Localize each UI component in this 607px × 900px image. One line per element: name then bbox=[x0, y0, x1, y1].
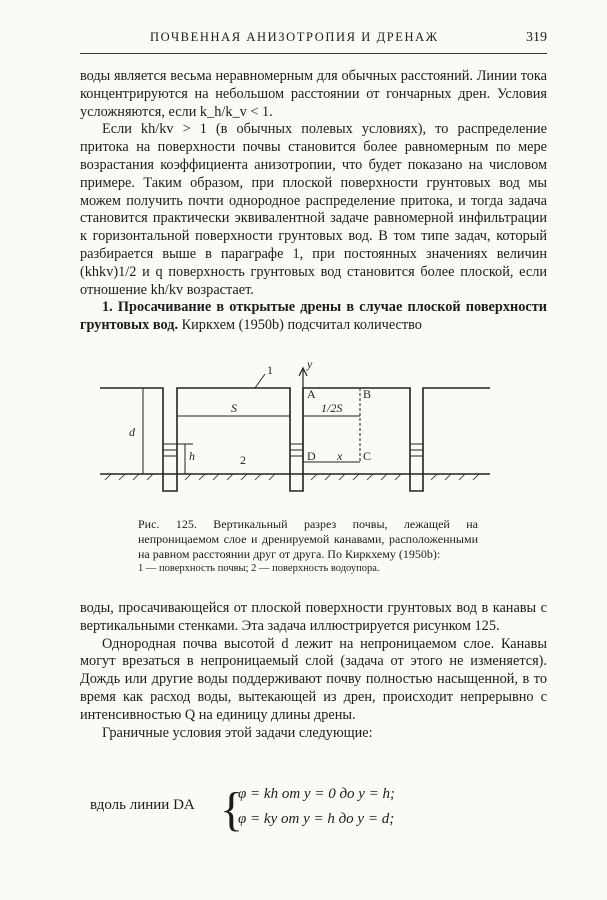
paragraph-4: Однородная почва высотой d лежит на непроницаемом слое. Канавы могут врезаться в непроницаемый слой (задача от этого не изменяется). Дождь или другие воды поддерживают почву полностью насыщенной, в то время как расход воды, вытекающей из дрен, происходит непрерывно с интенсивностью Q на единицу длины дрены. bbox=[80, 635, 547, 723]
formula-line-2: φ = ky от y = h до y = d; bbox=[238, 811, 395, 827]
text-block-top bbox=[80, 68, 547, 335]
soil-outline bbox=[100, 388, 490, 491]
paragraph-1: воды является весьма неравномерным для обычных расстояний. Линии тока концентрируются на небольшом расстоянии от гончарных дрен. Условия усложняются, если k_h/k_v < 1. bbox=[80, 68, 547, 120]
leader-1 bbox=[255, 374, 265, 388]
label-b: B bbox=[363, 387, 372, 401]
figure-125 bbox=[85, 356, 547, 506]
formula-line-1: φ = kh от y = 0 до y = h; bbox=[238, 786, 396, 802]
label-x: x bbox=[337, 449, 343, 463]
brace-icon: { bbox=[220, 783, 244, 836]
formula-lead: вдоль линии DA bbox=[90, 797, 195, 813]
label-impermeable: 2 bbox=[240, 453, 246, 467]
label-dim-d: d bbox=[129, 425, 135, 439]
paragraph-5: Граничные условия этой задачи следующие: bbox=[102, 724, 373, 741]
running-title: ПОЧВЕННАЯ АНИЗОТРОПИЯ И ДРЕНАЖ bbox=[150, 30, 439, 44]
label-d: D bbox=[307, 449, 316, 463]
paragraph-3: воды, просачивающейся от плоской поверхности грунтовых вод в канавы с вертикальными стенками. Эта задача иллюстрируется рисунком 125. bbox=[80, 600, 547, 634]
paragraph-2: Если kh/kv > 1 (в обычных полевых условиях), то распределение притока на поверхности почвы становится более равномерным по мере возрастания коэффициента анизотропии, что будет показано на числовом примере. Таким образом, при плоской поверхности грунтовых вод мы можем получить почти однородное распределение притока, и тогда задача становится практически эквивалентной задаче равномерной инфильтрации к горизонтальной поверхности грунтовых вод. В том типе задач, который разбирается выше в параграфе 1, при постоянных значениях величин (khkv)1/2 и q поверхность грунтовых вод становится более плоской, если отношение kh/kv возрастает. bbox=[80, 121, 547, 298]
label-dim-h: h bbox=[189, 449, 195, 463]
header-rule bbox=[80, 53, 547, 54]
boundary-formula bbox=[80, 783, 547, 846]
label-c: C bbox=[363, 449, 372, 463]
section-text: Киркхем (1950b) подсчитал количество bbox=[181, 317, 422, 334]
label-half-s: 1/2S bbox=[321, 401, 343, 415]
figure-caption bbox=[138, 517, 478, 576]
page-header bbox=[0, 30, 607, 60]
water-level bbox=[163, 444, 423, 456]
section-heading: 1. Просачивание в открытые дрены в случае плоской поверхности грунтовых вод. bbox=[80, 299, 547, 334]
label-s: S bbox=[231, 401, 237, 415]
label-surface: 1 bbox=[267, 363, 273, 377]
page-number: 319 bbox=[526, 30, 547, 45]
text-block-bottom bbox=[80, 600, 547, 742]
section-paragraph bbox=[80, 299, 547, 335]
caption-legend: 1 — поверхность почвы; 2 — поверхность водоупора. bbox=[138, 563, 380, 574]
label-y: y bbox=[307, 357, 313, 371]
label-a: A bbox=[307, 387, 316, 401]
caption-text: Рис. 125. Вертикальный разрез почвы, лежащей на непроницаемом слое и дренируемой канавами, расположенными на равном расстоянии друг от друга. По Киркхему (1950b): bbox=[138, 517, 478, 561]
